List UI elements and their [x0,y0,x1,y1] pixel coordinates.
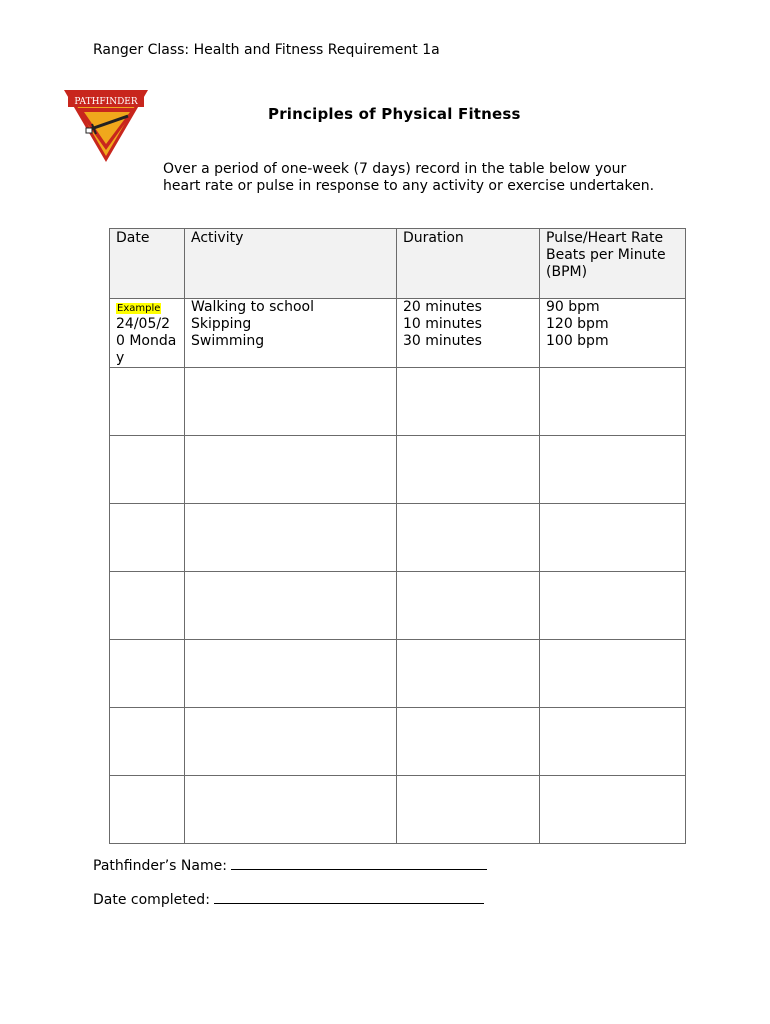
date-cell[interactable] [110,776,185,844]
example-activity: Skipping [191,316,252,332]
instructions-text: Over a period of one-week (7 days) record in the table below your heart rate or pulse in response to any activity or exercise undertaken. [163,161,655,194]
example-activities [185,299,397,368]
pulse-cell[interactable] [540,368,686,436]
activity-cell[interactable] [185,368,397,436]
header-activity: Activity [185,229,397,299]
date-cell[interactable] [110,640,185,708]
table-row [110,572,686,640]
example-durations [397,299,540,368]
date-completed-line [93,891,484,908]
duration-cell[interactable] [397,776,540,844]
logo-text: PATHFINDER [74,97,138,107]
example-activity: Swimming [191,333,265,349]
pulse-cell[interactable] [540,708,686,776]
table-row [110,368,686,436]
table-header-row [110,229,686,299]
table-row [110,504,686,572]
table-row [110,436,686,504]
duration-cell[interactable] [397,436,540,504]
pulse-cell[interactable] [540,572,686,640]
example-duration: 30 minutes [403,333,482,349]
pulse-cell[interactable] [540,640,686,708]
example-pulse: 120 bpm [546,316,609,332]
header-pulse: Pulse/Heart Rate Beats per Minute (BPM) [540,229,686,299]
pulse-cell[interactable] [540,436,686,504]
pulse-cell[interactable] [540,776,686,844]
example-duration: 10 minutes [403,316,482,332]
fitness-log-table [109,228,686,844]
date-cell[interactable] [110,504,185,572]
name-line [93,857,487,874]
date-cell[interactable] [110,368,185,436]
example-pulse: 100 bpm [546,333,609,349]
blank-rows [110,368,686,844]
example-pulses [540,299,686,368]
activity-cell[interactable] [185,572,397,640]
activity-cell[interactable] [185,776,397,844]
example-tag: Example [117,303,161,314]
date-completed-label: Date completed: [93,892,210,908]
activity-cell[interactable] [185,436,397,504]
example-activity: Walking to school [191,299,315,315]
pulse-cell[interactable] [540,504,686,572]
duration-cell[interactable] [397,640,540,708]
date-completed-field[interactable] [214,891,484,904]
date-cell[interactable] [110,436,185,504]
activity-cell[interactable] [185,640,397,708]
page-title: Principles of Physical Fitness [268,105,521,123]
pathfinder-logo [62,88,150,164]
date-cell[interactable] [110,708,185,776]
activity-cell[interactable] [185,504,397,572]
name-field[interactable] [231,857,487,870]
example-duration: 20 minutes [403,299,482,315]
example-row [110,299,686,368]
table-row [110,708,686,776]
header-date: Date [110,229,185,299]
duration-cell[interactable] [397,572,540,640]
requirement-header: Ranger Class: Health and Fitness Requirement 1a [93,42,440,58]
duration-cell[interactable] [397,708,540,776]
table-row [110,640,686,708]
table-row [110,776,686,844]
activity-cell[interactable] [185,708,397,776]
name-label: Pathfinder’s Name: [93,858,227,874]
date-cell[interactable] [110,572,185,640]
duration-cell[interactable] [397,368,540,436]
example-date: 24/05/20 Monday [116,316,177,366]
example-date-cell [110,299,185,368]
header-duration: Duration [397,229,540,299]
example-pulse: 90 bpm [546,299,600,315]
duration-cell[interactable] [397,504,540,572]
